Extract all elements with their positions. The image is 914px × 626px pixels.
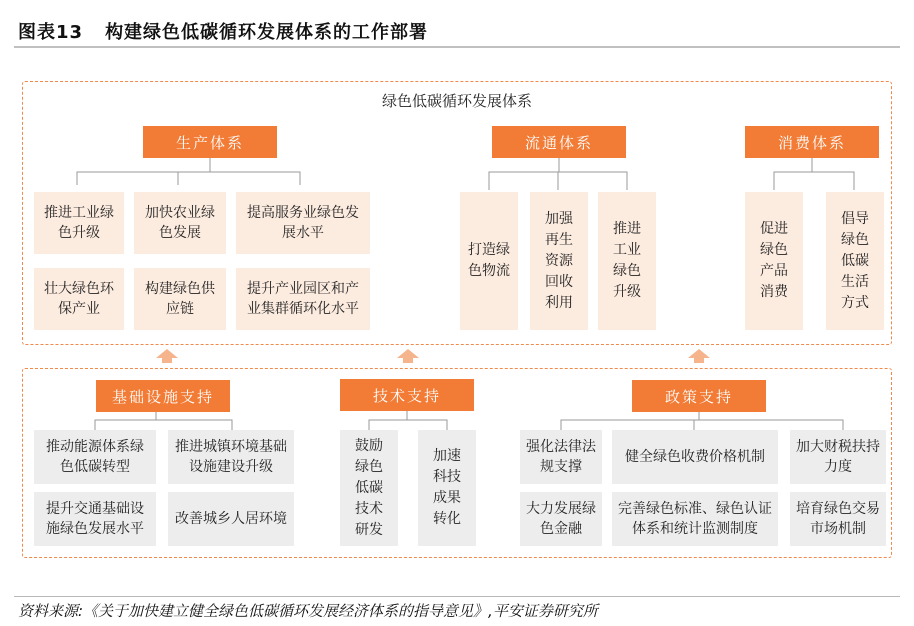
policy-support-header: 政策支持 [632, 380, 766, 412]
circulation-item-3 [598, 192, 656, 330]
production-item-2: 加快农业绿色发展 [134, 192, 226, 254]
source-note: 资料来源:《关于加快建立健全绿色低碳循环发展经济体系的指导意见》,平安证券研究所 [18, 602, 598, 620]
infrastructure-item-3: 提升交通基础设施绿色发展水平 [34, 492, 156, 546]
infrastructure-item-1: 推动能源体系绿色低碳转型 [34, 430, 156, 484]
technology-support-header: 技术支持 [340, 379, 474, 411]
infrastructure-item-2: 推进城镇环境基础设施建设升级 [168, 430, 294, 484]
circulation-item-2 [530, 192, 588, 330]
policy-item-4: 大力发展绿色金融 [520, 492, 602, 546]
policy-item-1: 强化法律法规支撑 [520, 430, 602, 484]
circulation-system-header: 流通体系 [492, 126, 626, 158]
consumption-item-2 [826, 192, 884, 330]
figure-title-text: 构建绿色低碳循环发展体系的工作部署 [105, 22, 429, 43]
source-rule [14, 596, 900, 597]
consumption-item-2-text: 倡导绿色低碳生活方式 [841, 210, 869, 311]
technology-item-1 [340, 430, 398, 546]
infrastructure-item-4: 改善城乡人居环境 [168, 492, 294, 546]
policy-item-2: 健全绿色收费价格机制 [612, 430, 778, 484]
up-arrow-right [688, 349, 710, 363]
production-item-6: 提升产业园区和产业集群循环化水平 [236, 268, 370, 330]
circulation-item-1 [460, 192, 518, 330]
production-item-3: 提高服务业绿色发展水平 [236, 192, 370, 254]
infrastructure-support-header: 基础设施支持 [96, 380, 230, 412]
up-arrow-center [397, 349, 419, 363]
consumption-item-1-text: 促进绿色产品消费 [760, 221, 788, 300]
green-system-label: 绿色低碳循环发展体系 [381, 92, 532, 110]
technology-item-2 [418, 430, 476, 546]
production-item-4: 壮大绿色环保产业 [34, 268, 124, 330]
policy-item-6: 培育绿色交易市场机制 [790, 492, 886, 546]
consumption-system-header: 消费体系 [745, 126, 879, 158]
circulation-item-1-text: 打造绿色物流 [468, 242, 510, 279]
production-item-5: 构建绿色供应链 [134, 268, 226, 330]
policy-item-3: 加大财税扶持力度 [790, 430, 886, 484]
figure-number: 图表13 [18, 22, 84, 43]
technology-item-1-text: 鼓励绿色低碳技术研发 [355, 437, 383, 538]
technology-item-2-text: 加速科技成果转化 [433, 448, 461, 527]
consumption-item-1 [745, 192, 803, 330]
policy-item-5: 完善绿色标准、绿色认证体系和统计监测制度 [612, 492, 778, 546]
up-arrow-left [156, 349, 178, 363]
circulation-item-2-text: 加强再生资源回收利用 [545, 210, 573, 311]
circulation-item-3-text: 推进工业绿色升级 [613, 221, 641, 300]
production-item-1: 推进工业绿色升级 [34, 192, 124, 254]
production-system-header: 生产体系 [143, 126, 277, 158]
